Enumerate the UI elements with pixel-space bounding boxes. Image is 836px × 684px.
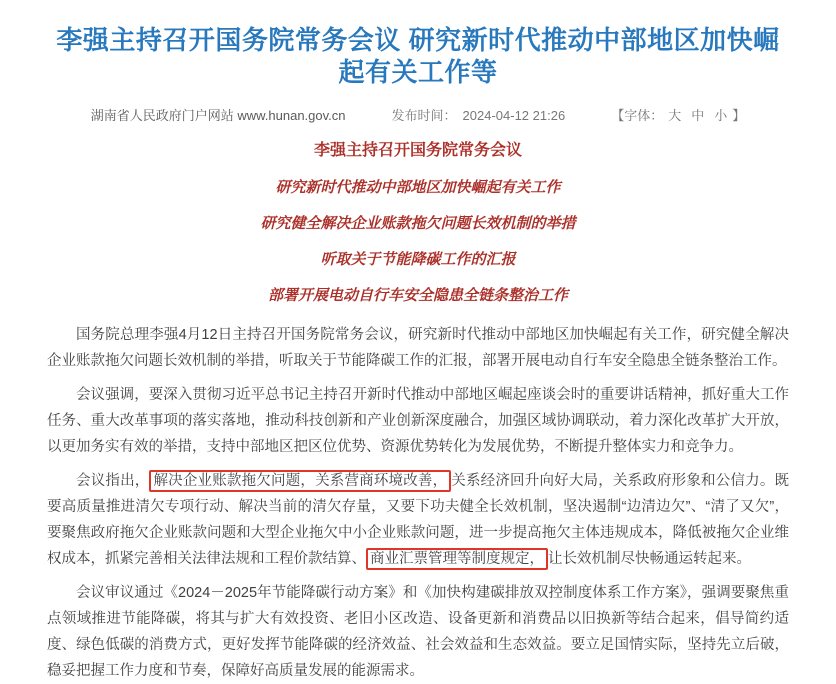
publish-time-label: 发布时间： [391, 108, 457, 123]
font-size-medium[interactable]: 中 [691, 108, 705, 123]
font-size-large[interactable]: 大 [668, 108, 682, 123]
annotation-box-1: 解决企业账款拖欠问题，关系营商环境改善， [149, 470, 451, 492]
article-paragraph-4: 会议审议通过《2024－2025年节能降碳行动方案》和《加快构建碳排放双控制度体系工作方案》，强调要聚焦重点领域推进节能降碳，将其与扩大有效投资、老旧小区改造、设备更新和消费品以旧换新等结合起来，倡导简约适度、绿色低碳的消费方式，更好发挥节能降碳的经济效益、社会效益和生态效益。要立足国情实际，坚持先立后破，稳妥把握工作力度和节奏，保障好高质量发展的能源需求。 [47, 585, 789, 679]
meta-bar [47, 108, 789, 124]
article-subheading-1: 李强主持召开国务院常务会议 [313, 142, 522, 159]
article-subheading-5: 部署开展电动自行车安全隐患全链条整治工作 [267, 286, 568, 304]
annotation-box-2: 商业汇票管理等制度规定， [366, 548, 548, 570]
article-body [47, 322, 789, 684]
font-size-small[interactable]: 小 [714, 108, 728, 123]
article-subheading-2: 研究新时代推动中部地区加快崛起有关工作 [275, 178, 561, 196]
source-site: 湖南省人民政府门户网站 www.hunan.gov.cn [90, 108, 346, 123]
paragraph-3-prefix: 会议指出， [76, 473, 150, 489]
article-page [47, 0, 789, 684]
page-title: 李强主持召开国务院常务会议 研究新时代推动中部地区加快崛起有关工作等 [56, 25, 780, 87]
font-size-control [611, 108, 745, 124]
paragraph-3-middle: 关系经济回升向好大局，关系政府形象和公信力。既要高质量推进清欠专项行动、解决当前的清欠存量，又要下功夫健全长效机制，坚决遏制“边清边欠”、“清了又欠”，要聚焦政府拖欠企业账款问题和大型企业拖欠中小企业账款问题，进一步提高拖欠主体违规成本，降低被拖欠企业维权成本，抓紧完善相关法律法规和工程价款结算、 [47, 473, 790, 567]
publish-time [392, 108, 566, 124]
font-size-label-open: 【字体： [611, 108, 664, 123]
article-paragraph-1: 国务院总理李强4月12日主持召开国务院常务会议，研究新时代推动中部地区加快崛起有关工作，研究健全解决企业账款拖欠问题长效机制的举措，听取关于节能降碳工作的汇报，部署开展电动自行车安全隐患全链条整治工作。 [47, 327, 789, 369]
article-subheading-3: 研究健全解决企业账款拖欠问题长效机制的举措 [260, 214, 576, 232]
article-paragraph-3 [47, 468, 789, 572]
font-size-label-close: 】 [732, 108, 746, 123]
article-subheading-4: 听取关于节能降碳工作的汇报 [320, 250, 516, 268]
paragraph-3-suffix: 让长效机制尽快畅通运转起来。 [548, 551, 751, 567]
article-paragraph-2: 会议强调，要深入贯彻习近平总书记主持召开新时代推动中部地区崛起座谈会时的重要讲话精神，抓好重大工作任务、重大改革事项的落实落地，推动科技创新和产业创新深度融合，加强区域协调联动，着力深化改革扩大开放，以更加务实有效的举措，支持中部地区把区位优势、资源优势转化为发展优势，不断提升整体实力和竞争力。 [47, 387, 789, 455]
article-subheadings [47, 140, 789, 306]
publish-time-value: 2024-04-12 21:26 [462, 108, 566, 123]
